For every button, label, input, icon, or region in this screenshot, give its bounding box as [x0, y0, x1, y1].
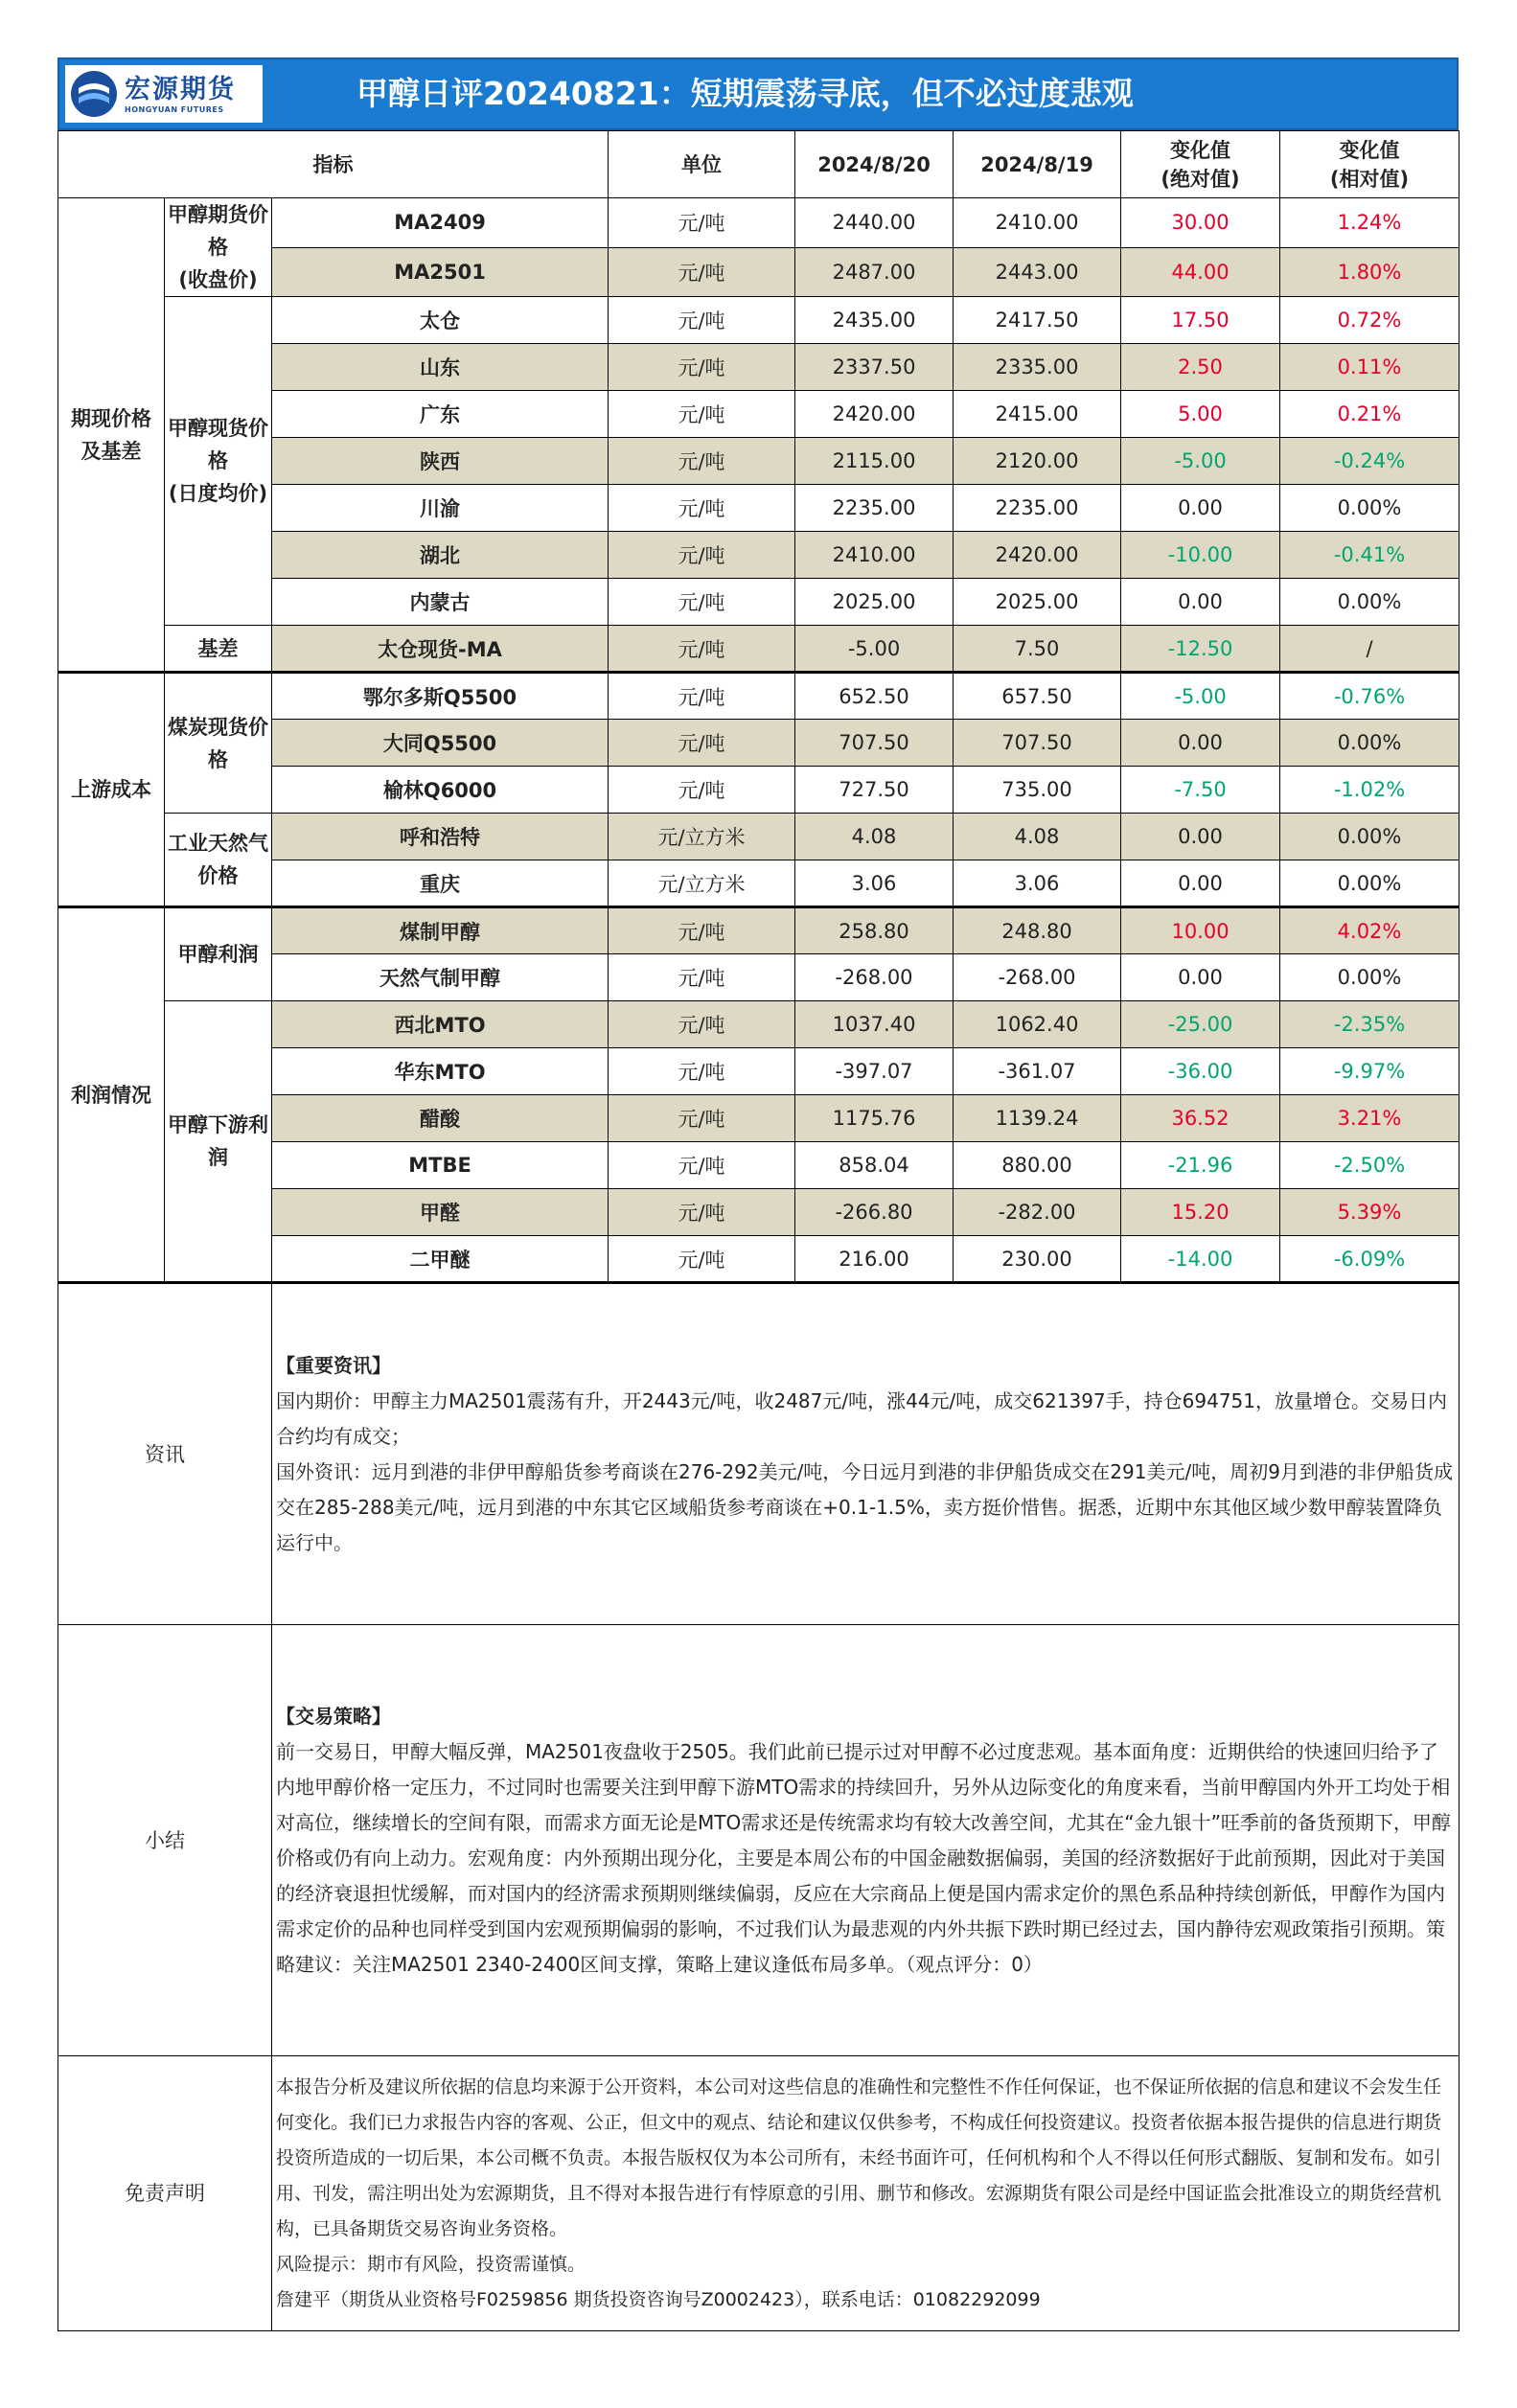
row-value-date1: 2025.00 — [795, 579, 954, 626]
logo-mark-icon — [69, 69, 119, 119]
report-title: 甲醇日评20240821：短期震荡寻底，但不必过度悲观 — [356, 75, 1134, 112]
row-abs-change: -25.00 — [1121, 1001, 1280, 1048]
table-row — [58, 1001, 1460, 1048]
row-item: 榆林Q6000 — [272, 767, 609, 814]
summary-section — [58, 1625, 1460, 2056]
row-item: 二甲醚 — [272, 1236, 609, 1283]
row-item: 太仓 — [272, 297, 609, 344]
subcategory-futures: 甲醇期货价格 (收盘价) — [165, 198, 272, 297]
news-paragraph-2: 国外资讯：远月到港的非伊甲醇船货参考商谈在276-292美元/吨，今日远月到港的非伊船货成交在291美元/吨，周初9月到港的非伊船货成交在285-288美元/吨，远月到港的中东其它区域船货参考商谈在+0.1-1.5%，卖方挺价惜售。据悉，近期中东其他区域少数甲醇装置降负运行中。 — [276, 1459, 1453, 1554]
header-date2: 2024/8/19 — [954, 131, 1121, 198]
row-abs-change: 30.00 — [1121, 198, 1280, 248]
row-rel-change: 3.21% — [1280, 1095, 1460, 1142]
row-value-date2: 2410.00 — [954, 198, 1121, 248]
data-table — [57, 130, 1460, 2331]
row-value-date1: 858.04 — [795, 1142, 954, 1189]
row-item: 川渝 — [272, 485, 609, 532]
row-rel-change: 0.00% — [1280, 579, 1460, 626]
row-abs-change: 2.50 — [1121, 344, 1280, 391]
row-abs-change: 15.20 — [1121, 1189, 1280, 1236]
row-value-date2: 2443.00 — [954, 247, 1121, 297]
row-unit: 元/吨 — [609, 344, 795, 391]
row-abs-change: -7.50 — [1121, 767, 1280, 814]
row-abs-change: 0.00 — [1121, 720, 1280, 767]
category-futures_price: 期现价格 及基差 — [58, 198, 165, 673]
news-section — [58, 1283, 1460, 1625]
row-item: MA2409 — [272, 198, 609, 248]
row-value-date1: 652.50 — [795, 673, 954, 720]
row-item: MA2501 — [272, 247, 609, 297]
table-header-row — [58, 131, 1460, 198]
disclaimer-paragraph: 本报告分析及建议所依据的信息均来源于公开资料，本公司对这些信息的准确性和完整性不作任何保证，也不保证所依据的信息和建议不会发生任何变化。我们已力求报告内容的客观、公正，但文中的观点、结论和建议仅供参考，不构成任何投资建议。投资者依据本报告提供的信息进行期货投资所造成的一切后果，本公司概不负责。本报告版权仅为本公司所有，未经书面许可，任何机构和个人不得以任何形式翻版、复制和发布。如引用、刊发，需注明出处为宏源期货，且不得对本报告进行有悖原意的引用、删节和修改。宏源期货有限公司是经中国证监会批准设立的期货经营机构，已具备期货交易咨询业务资格。 — [276, 2075, 1442, 2239]
header-date1: 2024/8/20 — [795, 131, 954, 198]
row-rel-change: 0.00% — [1280, 485, 1460, 532]
row-rel-change: 0.11% — [1280, 344, 1460, 391]
row-item: 陕西 — [272, 438, 609, 485]
disclaimer-content — [272, 2056, 1460, 2331]
row-rel-change: -0.24% — [1280, 438, 1460, 485]
report — [57, 57, 1459, 2331]
row-value-date2: 230.00 — [954, 1236, 1121, 1283]
row-value-date1: 2420.00 — [795, 391, 954, 438]
row-item: 煤制甲醇 — [272, 907, 609, 954]
table-row — [58, 626, 1460, 673]
logo-chinese-name: 宏源期货 — [125, 74, 236, 104]
row-unit: 元/吨 — [609, 1095, 795, 1142]
row-value-date1: -397.07 — [795, 1048, 954, 1095]
row-value-date2: 1139.24 — [954, 1095, 1121, 1142]
header-rel-change: 变化值 (相对值) — [1280, 131, 1460, 198]
subcategory-basis: 基差 — [165, 626, 272, 673]
row-unit: 元/立方米 — [609, 814, 795, 860]
row-item: 西北MTO — [272, 1001, 609, 1048]
row-value-date1: 216.00 — [795, 1236, 954, 1283]
row-value-date2: 4.08 — [954, 814, 1121, 860]
subcategory-methanol_profit: 甲醇利润 — [165, 907, 272, 1001]
row-value-date1: 727.50 — [795, 767, 954, 814]
row-item: 天然气制甲醇 — [272, 954, 609, 1001]
news-content — [272, 1283, 1460, 1625]
row-unit: 元/吨 — [609, 954, 795, 1001]
table-row — [58, 673, 1460, 720]
row-item: 湖北 — [272, 532, 609, 579]
row-abs-change: 0.00 — [1121, 954, 1280, 1001]
row-abs-change: 36.52 — [1121, 1095, 1280, 1142]
row-unit: 元/吨 — [609, 1142, 795, 1189]
row-value-date2: 248.80 — [954, 907, 1121, 954]
row-value-date2: 2120.00 — [954, 438, 1121, 485]
row-abs-change: 0.00 — [1121, 860, 1280, 907]
row-value-date1: 2435.00 — [795, 297, 954, 344]
row-value-date1: 258.80 — [795, 907, 954, 954]
analyst-contact: 詹建平（期货从业资格号F0259856 期货投资咨询号Z0002423），联系电话：01082292099 — [276, 2288, 1041, 2310]
row-item: 醋酸 — [272, 1095, 609, 1142]
row-rel-change: -6.09% — [1280, 1236, 1460, 1283]
row-unit: 元/吨 — [609, 247, 795, 297]
row-unit: 元/吨 — [609, 907, 795, 954]
row-unit: 元/吨 — [609, 1001, 795, 1048]
row-value-date1: 2440.00 — [795, 198, 954, 248]
subcategory-downstream_profit: 甲醇下游利润 — [165, 1001, 272, 1283]
subcategory-gas: 工业天然气价格 — [165, 814, 272, 907]
row-abs-change: 17.50 — [1121, 297, 1280, 344]
row-unit: 元/吨 — [609, 720, 795, 767]
row-value-date2: -361.07 — [954, 1048, 1121, 1095]
risk-notice: 风险提示：期市有风险，投资需谨慎。 — [276, 2253, 586, 2275]
row-rel-change: 4.02% — [1280, 907, 1460, 954]
row-value-date1: 2235.00 — [795, 485, 954, 532]
row-abs-change: -21.96 — [1121, 1142, 1280, 1189]
subcategory-spot: 甲醇现货价格 (日度均价) — [165, 297, 272, 626]
row-unit: 元/吨 — [609, 391, 795, 438]
row-value-date1: 3.06 — [795, 860, 954, 907]
row-item: 甲醛 — [272, 1189, 609, 1236]
row-value-date2: 2335.00 — [954, 344, 1121, 391]
row-value-date2: 7.50 — [954, 626, 1121, 673]
news-label: 资讯 — [58, 1283, 272, 1625]
row-abs-change: 10.00 — [1121, 907, 1280, 954]
news-heading: 【重要资讯】 — [276, 1353, 391, 1377]
row-value-date2: -268.00 — [954, 954, 1121, 1001]
row-rel-change: 0.00% — [1280, 720, 1460, 767]
row-rel-change: -0.41% — [1280, 532, 1460, 579]
disclaimer-label: 免责声明 — [58, 2056, 272, 2331]
row-value-date1: 2337.50 — [795, 344, 954, 391]
disclaimer-section — [58, 2056, 1460, 2331]
row-value-date1: 1175.76 — [795, 1095, 954, 1142]
summary-content — [272, 1625, 1460, 2056]
category-upstream: 上游成本 — [58, 673, 165, 907]
row-item: 呼和浩特 — [272, 814, 609, 860]
row-unit: 元/立方米 — [609, 860, 795, 907]
row-unit: 元/吨 — [609, 1236, 795, 1283]
row-value-date2: 2420.00 — [954, 532, 1121, 579]
row-rel-change: 1.80% — [1280, 247, 1460, 297]
row-abs-change: -14.00 — [1121, 1236, 1280, 1283]
category-profit: 利润情况 — [58, 907, 165, 1283]
row-rel-change: 0.00% — [1280, 860, 1460, 907]
row-unit: 元/吨 — [609, 1189, 795, 1236]
row-value-date2: 735.00 — [954, 767, 1121, 814]
row-unit: 元/吨 — [609, 1048, 795, 1095]
row-value-date2: 657.50 — [954, 673, 1121, 720]
row-value-date2: -282.00 — [954, 1189, 1121, 1236]
row-rel-change: -1.02% — [1280, 767, 1460, 814]
row-abs-change: -5.00 — [1121, 673, 1280, 720]
row-value-date2: 880.00 — [954, 1142, 1121, 1189]
row-item: 太仓现货-MA — [272, 626, 609, 673]
row-unit: 元/吨 — [609, 198, 795, 248]
row-abs-change: 0.00 — [1121, 579, 1280, 626]
row-value-date1: -268.00 — [795, 954, 954, 1001]
row-unit: 元/吨 — [609, 297, 795, 344]
row-item: 广东 — [272, 391, 609, 438]
row-value-date1: 2115.00 — [795, 438, 954, 485]
header-abs-change: 变化值 (绝对值) — [1121, 131, 1280, 198]
row-abs-change: 44.00 — [1121, 247, 1280, 297]
subcategory-coal: 煤炭现货价格 — [165, 673, 272, 814]
row-rel-change: -2.35% — [1280, 1001, 1460, 1048]
summary-paragraph: 前一交易日，甲醇大幅反弹，MA2501夜盘收于2505。我们此前已提示过对甲醇不必过度悲观。基本面角度：近期供给的快速回归给予了内地甲醇价格一定压力，不过同时也需要关注到甲醇下游MTO需求的持续回升，另外从边际变化的角度来看，当前甲醇国内外开工均处于相对高位，继续增长的空间有限，而需求方面无论是MTO需求还是传统需求均有较大改善空间，尤其在“金九银十”旺季前的备货预期下，甲醇价格或仍有向上动力。宏观角度：内外预期出现分化，主要是本周公布的中国金融数据偏弱，美国的经济数据好于此前预期，因此对于美国的经济衰退担忧缓解，而对国内的经济需求预期则继续偏弱，反应在大宗商品上便是国内需求定价的黑色系品种持续创新低，甲醇作为国内需求定价的品种也同样受到国内宏观预期偏弱的影响，不过我们认为最悲观的内外共振下跌时期已经过去，国内静待宏观政策指引预期。策略建议：关注MA2501 2340-2400区间支撑，策略上建议逢低布局多单。（观点评分：0） — [276, 1739, 1451, 1976]
report-header — [57, 57, 1459, 130]
table-row — [58, 814, 1460, 860]
row-item: 内蒙古 — [272, 579, 609, 626]
row-abs-change: 0.00 — [1121, 814, 1280, 860]
row-rel-change: 0.72% — [1280, 297, 1460, 344]
row-value-date1: -266.80 — [795, 1189, 954, 1236]
header-unit: 单位 — [609, 131, 795, 198]
row-rel-change: -2.50% — [1280, 1142, 1460, 1189]
header-indicator: 指标 — [58, 131, 609, 198]
summary-label: 小结 — [58, 1625, 272, 2056]
table-row — [58, 907, 1460, 954]
logo-english-name: HONGYUAN FUTURES — [125, 104, 224, 114]
row-value-date2: 1062.40 — [954, 1001, 1121, 1048]
row-item: 鄂尔多斯Q5500 — [272, 673, 609, 720]
row-value-date1: 2410.00 — [795, 532, 954, 579]
row-value-date2: 2025.00 — [954, 579, 1121, 626]
row-unit: 元/吨 — [609, 673, 795, 720]
row-unit: 元/吨 — [609, 579, 795, 626]
row-abs-change: -5.00 — [1121, 438, 1280, 485]
row-item: MTBE — [272, 1142, 609, 1189]
row-item: 华东MTO — [272, 1048, 609, 1095]
row-rel-change: 5.39% — [1280, 1189, 1460, 1236]
row-value-date1: 4.08 — [795, 814, 954, 860]
row-rel-change: 0.00% — [1280, 814, 1460, 860]
row-unit: 元/吨 — [609, 532, 795, 579]
row-rel-change: 0.00% — [1280, 954, 1460, 1001]
row-abs-change: 0.00 — [1121, 485, 1280, 532]
row-unit: 元/吨 — [609, 626, 795, 673]
row-item: 重庆 — [272, 860, 609, 907]
row-value-date1: 707.50 — [795, 720, 954, 767]
news-paragraph-1: 国内期价：甲醇主力MA2501震荡有升，开2443元/吨，收2487元/吨，涨44元/吨，成交621397手，持仓694751，放量增仓。交易日内合约均有成交； — [276, 1388, 1447, 1448]
row-abs-change: -10.00 — [1121, 532, 1280, 579]
row-value-date2: 2235.00 — [954, 485, 1121, 532]
row-abs-change: 5.00 — [1121, 391, 1280, 438]
row-value-date2: 707.50 — [954, 720, 1121, 767]
row-rel-change: -0.76% — [1280, 673, 1460, 720]
company-logo — [65, 65, 263, 123]
row-value-date1: 2487.00 — [795, 247, 954, 297]
row-unit: 元/吨 — [609, 767, 795, 814]
row-value-date2: 2415.00 — [954, 391, 1121, 438]
row-unit: 元/吨 — [609, 485, 795, 532]
row-rel-change: -9.97% — [1280, 1048, 1460, 1095]
row-value-date1: -5.00 — [795, 626, 954, 673]
row-rel-change: 1.24% — [1280, 198, 1460, 248]
row-rel-change: 0.21% — [1280, 391, 1460, 438]
row-abs-change: -12.50 — [1121, 626, 1280, 673]
row-unit: 元/吨 — [609, 438, 795, 485]
table-row — [58, 297, 1460, 344]
row-value-date2: 3.06 — [954, 860, 1121, 907]
summary-heading: 【交易策略】 — [276, 1704, 391, 1728]
row-item: 大同Q5500 — [272, 720, 609, 767]
row-rel-change: / — [1280, 626, 1460, 673]
row-item: 山东 — [272, 344, 609, 391]
row-value-date2: 2417.50 — [954, 297, 1121, 344]
row-abs-change: -36.00 — [1121, 1048, 1280, 1095]
table-row — [58, 198, 1460, 248]
row-value-date1: 1037.40 — [795, 1001, 954, 1048]
